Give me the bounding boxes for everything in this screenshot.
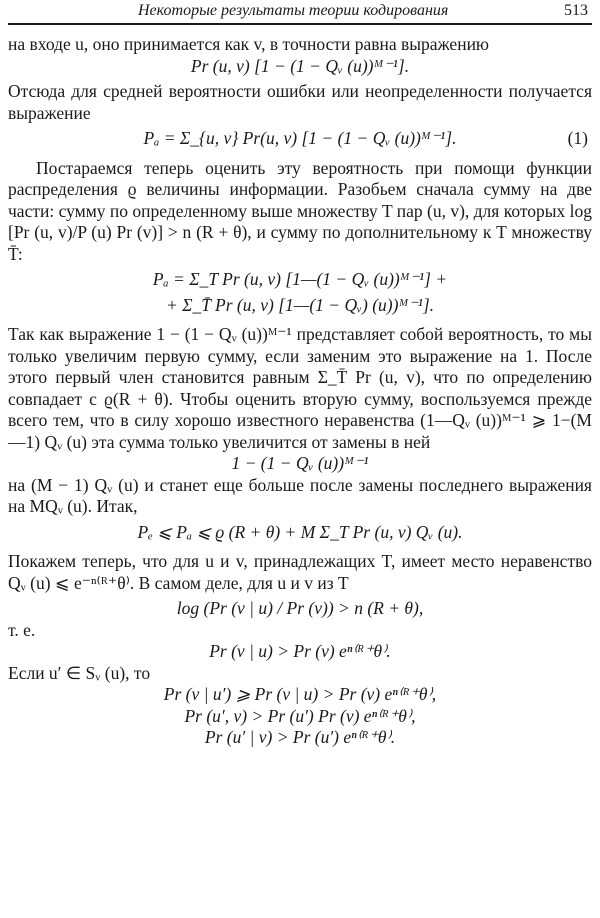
equation-8b: Pr (u′, v) > Pr (u′) Pr (v) eⁿ⁽ᴿ⁺θ⁾, (184, 705, 416, 726)
text-line-if: Если u′ ∈ Sᵥ (u), то (8, 662, 151, 683)
equation-5: Pₑ ⩽ Pₐ ⩽ ϱ (R + θ) + M Σ_T Pr (u, v) Qᵥ (u). (137, 521, 463, 542)
equation-number: (1) (567, 128, 588, 148)
paragraph-4: Так как выражение 1 − (1 − Qᵥ (u))ᴹ⁻¹ представляет собой вероятность, то мы только увеличим первую сумму, если заменим это выражение на 1. После этого первый член становится равным Σ_T̄ Pr (u, v), что по определению совпадает с ϱ(R + θ). Чтобы оценить вторую сумму, воспользуемся прежде всего тем, что в силу хорошо известного неравенства (1—Qᵥ (u))ᴹ⁻¹ ⩾ 1−(M—1) Qᵥ (u) эта сумма только увеличится от замены в ней (8, 324, 592, 452)
header-rule (8, 23, 592, 25)
equation-1: Pr (u, v) [1 − (1 − Qᵥ (u))ᴹ⁻¹]. (190, 55, 410, 76)
paragraph-6: Покажем теперь, что для u и v, принадлежащих T, имеет место неравенство Qᵥ (u) ⩽ e⁻ⁿ⁽ᴿ⁺θ⁾. В самом деле, для u и v из T (8, 551, 592, 593)
equation-2-row (8, 128, 592, 150)
text-line-1: на входе u, оно принимается как v, в точности равна выражению (8, 34, 490, 54)
running-title: Некоторые результаты теории кодирования (138, 2, 449, 19)
equation-4: 1 − (1 − Qᵥ (u))ᴹ⁻¹ (231, 453, 369, 473)
equation-2: Pₐ = Σ_{u, v} Pr(u, v) [1 − (1 − Qᵥ (u))ᴹ⁻¹]. (143, 128, 457, 148)
page-number: 513 (564, 2, 588, 19)
running-header (8, 0, 592, 26)
page-body (8, 34, 592, 749)
equation-6: log (Pr (v | u) / Pr (v)) > n (R + θ), (176, 598, 424, 618)
paragraph-2: Отсюда для средней вероятности ошибки или неопределенности получается выражение (8, 81, 592, 123)
paragraph-5: на (M − 1) Qᵥ (u) и станет еще больше после замены последнего выражения на MQᵥ (u). Итак, (8, 474, 592, 516)
paragraph-3: Постараемся теперь оценить эту вероятность при помощи функции распределения ϱ величины информации. Разобьем сначала сумму на две части: сумму по определенному выше множеству T пар (u, v), для которых log [Pr (u, v)/P (u) Pr (v)] > n (R + θ), и сумму по дополнительному к T множеству T̄: (8, 157, 593, 264)
text-line-ie: т. е. (8, 619, 36, 640)
equation-3b: + Σ_T̄ Pr (u, v) [1—(1 − Qᵥ) (u))ᴹ⁻¹]. (165, 294, 435, 315)
equation-7: Pr (v | u) > Pr (v) eⁿ⁽ᴿ⁺θ⁾. (209, 641, 391, 661)
equation-8a: Pr (v | u′) ⩾ Pr (v | u) > Pr (v) eⁿ⁽ᴿ⁺θ⁾, (163, 684, 437, 704)
equation-3a: Pₐ = Σ_T Pr (u, v) [1—(1 − Qᵥ (u))ᴹ⁻¹] + (152, 269, 448, 289)
equation-8c: Pr (u′ | v) > Pr (u′) eⁿ⁽ᴿ⁺θ⁾. (204, 727, 396, 747)
